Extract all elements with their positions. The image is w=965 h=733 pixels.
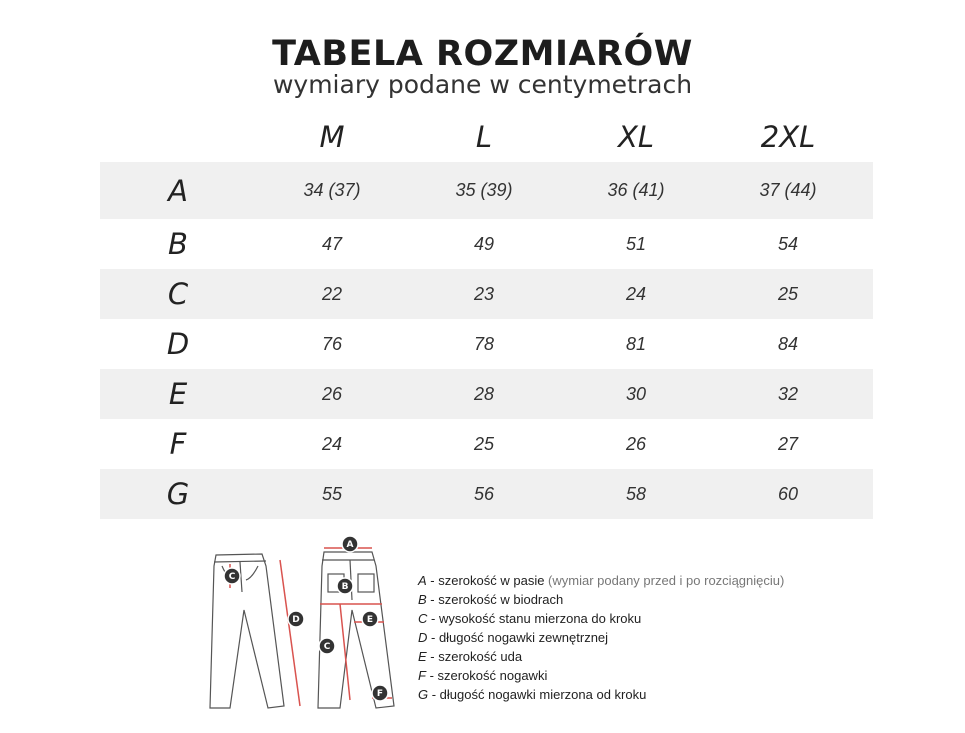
table-cell: 84 xyxy=(777,333,799,354)
table-row xyxy=(100,469,873,519)
table-cell: 22 xyxy=(321,283,343,304)
pants-diagram xyxy=(200,530,410,720)
table-cell: 35 (39) xyxy=(455,180,513,200)
row-label: E xyxy=(168,377,188,411)
table-cell: 36 (41) xyxy=(607,180,665,200)
row-label: B xyxy=(168,227,188,261)
table-cell: 26 xyxy=(321,383,343,404)
row-label: C xyxy=(167,277,189,311)
table-cell: 25 xyxy=(473,433,495,454)
legend-item: D - długość nogawki zewnętrznej xyxy=(418,630,609,645)
table-cell: 55 xyxy=(321,483,343,504)
page-title: TABELA ROZMIARÓW xyxy=(272,34,693,74)
table-cell: 78 xyxy=(473,333,495,354)
page-subtitle: wymiary podane w centymetrach xyxy=(272,70,693,99)
legend-item: G - długość nogawki mierzona od kroku xyxy=(418,687,647,702)
measurement-legend xyxy=(418,571,784,704)
table-cell: 34 (37) xyxy=(303,180,361,200)
legend-item: C - wysokość stanu mierzona do kroku xyxy=(418,611,642,626)
row-label: G xyxy=(166,477,190,511)
size-header-row xyxy=(100,112,873,162)
size-table xyxy=(100,112,873,519)
table-cell: 60 xyxy=(777,483,799,504)
table-row xyxy=(100,319,873,369)
size-header: M xyxy=(319,120,345,154)
size-header: XL xyxy=(617,120,655,154)
marker-f: F xyxy=(376,689,384,699)
table-cell: 56 xyxy=(473,483,495,504)
row-label: F xyxy=(169,427,187,461)
marker-e: E xyxy=(366,615,374,625)
marker-c2: C xyxy=(323,642,331,652)
table-cell: 81 xyxy=(625,333,647,354)
legend-item: A - szerokość w pasie (wymiar podany przed i po rozciągnięciu) xyxy=(418,573,785,588)
marker-b: B xyxy=(341,582,349,592)
table-cell: 51 xyxy=(625,233,647,254)
row-label: D xyxy=(166,327,190,361)
table-row xyxy=(100,269,873,319)
table-cell: 32 xyxy=(777,383,799,404)
table-cell: 30 xyxy=(625,383,647,404)
table-cell: 25 xyxy=(777,283,799,304)
marker-c: C xyxy=(228,572,236,582)
table-cell: 58 xyxy=(625,483,647,504)
table-cell: 37 (44) xyxy=(759,180,817,200)
table-cell: 28 xyxy=(473,383,495,404)
table-cell: 24 xyxy=(321,433,343,454)
legend-item: E - szerokość uda xyxy=(418,649,523,664)
size-header: L xyxy=(475,120,493,154)
legend-item: F - szerokość nogawki xyxy=(418,668,548,683)
table-cell: 47 xyxy=(321,233,343,254)
table-cell: 49 xyxy=(473,233,495,254)
table-cell: 27 xyxy=(777,433,799,454)
table-cell: 23 xyxy=(473,283,495,304)
table-cell: 54 xyxy=(777,233,799,254)
table-row xyxy=(100,419,873,469)
table-cell: 76 xyxy=(321,333,343,354)
table-row xyxy=(100,219,873,269)
table-row xyxy=(100,162,873,219)
table-cell: 26 xyxy=(625,433,647,454)
marker-a: A xyxy=(346,540,354,550)
size-header: 2XL xyxy=(760,120,816,154)
table-row xyxy=(100,369,873,419)
marker-d: D xyxy=(292,615,300,625)
row-label: A xyxy=(168,173,188,208)
legend-item: B - szerokość w biodrach xyxy=(418,592,564,607)
table-cell: 24 xyxy=(625,283,647,304)
